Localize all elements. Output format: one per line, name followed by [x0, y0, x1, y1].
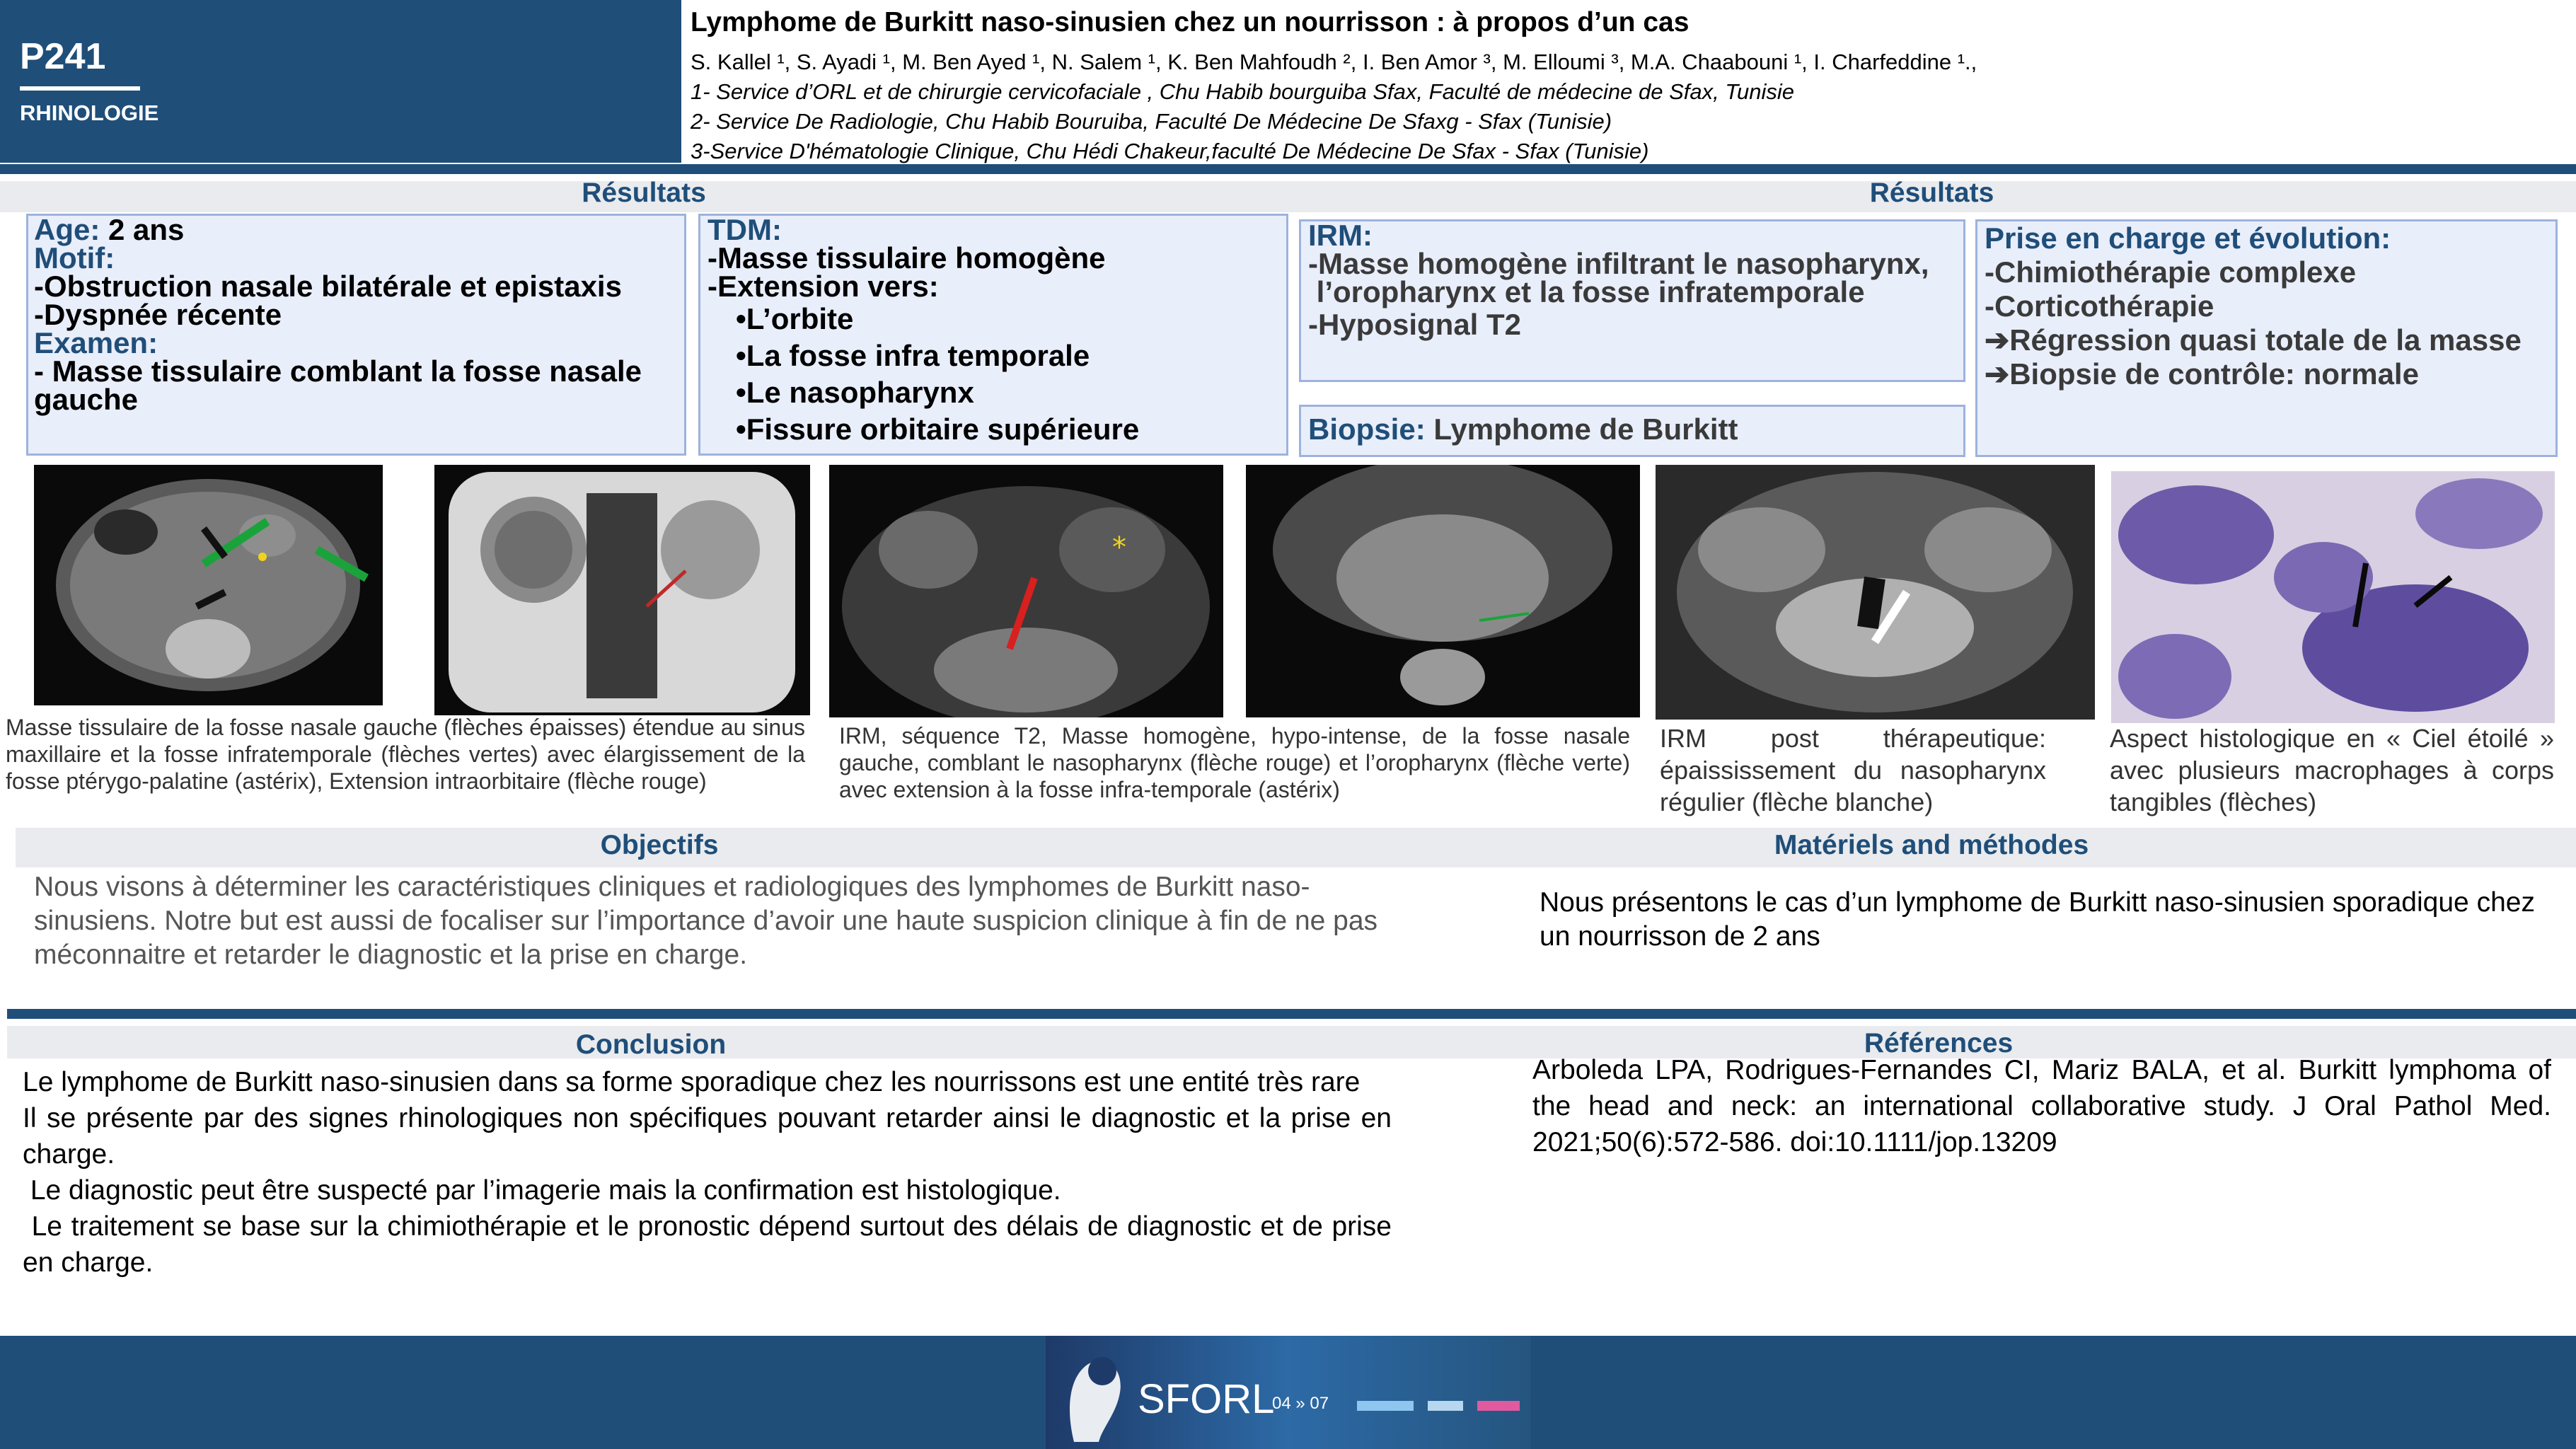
- age-label: Age:: [34, 213, 100, 246]
- histology-caption: Aspect histologique en « Ciel étoilé » avec plusieurs macrophages à corps tangibles (flèches): [2110, 724, 2554, 816]
- results-right-title: Résultats: [1869, 178, 1994, 208]
- sponsor-logo: [1357, 1401, 1414, 1411]
- biopsie-value: Lymphome de Burkitt: [1425, 412, 1738, 446]
- irm-line: -Masse homogène infiltrant le nasopharynx,: [1308, 247, 1929, 280]
- congress-banner: [1046, 1336, 1531, 1449]
- congress-logo-text: SFORL: [1138, 1376, 1275, 1422]
- conclusion-paragraph: Le traitement se base sur la chimiothérapie et le pronostic dépend surtout des délais de diagnostic et de prise en charge.: [23, 1211, 1399, 1278]
- reference-entry: Arboleda LPA, Rodrigues-Fernandes CI, Mariz BALA, et al. Burkitt lymphoma of the head and neck: an international collaborative study. J Oral Pathol Med. 2021;50(6):572-586. doi:10.1111/jop.13209: [1532, 1055, 2551, 1158]
- references-title: Références: [1864, 1028, 2014, 1058]
- congress-dates: 04 » 07: [1272, 1394, 1329, 1413]
- tdm-bullet: La fosse infra temporale: [746, 339, 1090, 372]
- sponsor-logo: [1428, 1401, 1463, 1411]
- code-underline: [20, 86, 140, 91]
- tdm-label: TDM:: [707, 213, 782, 246]
- ct-caption: Masse tissulaire de la fosse nasale gauche (flèches épaisses) étendue au sinus maxillaire et la fosse infratemporale (flèches vertes) avec élargissement de la fosse ptérygo-palatine (astérix), Extension intraorbitaire (flèche rouge): [6, 715, 805, 794]
- results-left-title: Résultats: [582, 178, 706, 208]
- motif-label: Motif:: [34, 241, 115, 275]
- mri-post-therapy-image: [1656, 465, 2095, 720]
- histology-image: [2111, 471, 2555, 723]
- affiliation-3: 3-Service D'hématologie Clinique, Chu Hédi Chakeur,faculté De Médecine De Sfax - Sfax (Tunisie): [691, 139, 1649, 163]
- irm-box: [1299, 219, 1965, 382]
- exam-label: Examen:: [34, 326, 158, 359]
- prise-line: -Corticothérapie: [1985, 289, 2214, 323]
- biopsie-box: [1299, 405, 1965, 457]
- mri-t2-image-2: [1246, 465, 1640, 717]
- ct-image-axial: [34, 465, 383, 705]
- author-list: S. Kallel ¹, S. Ayadi ¹, M. Ben Ayed ¹, N. Salem ¹, K. Ben Mahfoudh ², I. Ben Amor ³, M. Elloumi ³, M.A. Chaabouni ¹, I. Charfeddine ¹.,: [691, 50, 1977, 74]
- prise-en-charge-box: [1975, 219, 2558, 457]
- objectifs-text: Nous visons à déterminer les caractéristiques cliniques et radiologiques des lymphomes de Burkitt naso-sinusiens. Notre but est aussi de focaliser sur l’importance d’avoir une haute suspicion clinique à fin de ne pas méconnaitre et retarder le diagnostic et la prise en charge.: [34, 872, 1378, 970]
- motif-item: -Dyspnée récente: [34, 298, 282, 331]
- tdm-bullet: Fissure orbitaire supérieure: [746, 412, 1140, 446]
- conclusion-paragraph: Le diagnostic peut être suspecté par l’imagerie mais la confirmation est histologique.: [23, 1175, 1061, 1206]
- conclusion-text: [23, 1064, 1399, 1281]
- congress-logo-graphic: [1046, 1336, 1531, 1449]
- svg-text:*: *: [1112, 531, 1126, 564]
- objectifs-title: Objectifs: [600, 830, 719, 860]
- conclusion-title: Conclusion: [575, 1029, 727, 1060]
- irm-line: -Hyposignal T2: [1308, 308, 1522, 341]
- motif-item: -Obstruction nasale bilatérale et epistaxis: [34, 270, 622, 303]
- mri-caption: IRM, séquence T2, Masse homogène, hypo-intense, de la fosse nasale gauche, comblant le nasopharynx (flèche rouge) et l’oropharynx (flèche verte) avec extension à la fosse infra-temporale (astérix): [839, 723, 1630, 802]
- irm-label: IRM:: [1308, 219, 1373, 252]
- conclusion-top-rule: [7, 1009, 2576, 1019]
- prise-line: -Chimiothérapie complexe: [1985, 255, 2357, 289]
- prise-label: Prise en charge et évolution:: [1985, 221, 2391, 255]
- conclusion-paragraph: Le lymphome de Burkitt naso-sinusien dans sa forme sporadique chez les nourrissons est une entité très rare: [23, 1067, 1361, 1097]
- ct-image-coronal: [434, 465, 810, 715]
- methodes-title: Matériels and méthodes: [1774, 830, 2089, 860]
- irm-line: l’oropharynx et la fosse infratemporale: [1308, 275, 1865, 308]
- sponsor-logo: [1477, 1401, 1520, 1411]
- tdm-box: TDM: -Masse tissulaire homogène -Extension vers: •L’orbite •La fosse infra temporale •Le nasopharynx •Fissure orbitaire supérieure: [698, 214, 1288, 456]
- tdm-line: -Masse tissulaire homogène: [707, 241, 1106, 275]
- poster-title: Lymphome de Burkitt naso-sinusien chez un nourrisson : à propos d’un cas: [691, 7, 1690, 37]
- results-top-rule: [0, 164, 2576, 174]
- tdm-line: -Extension vers:: [707, 270, 939, 303]
- methodes-text: Nous présentons le cas d’un lymphome de Burkitt naso-sinusien sporadique chez un nourrisson de 2 ans: [1540, 887, 2535, 952]
- age-value: 2 ans: [100, 213, 185, 246]
- clinical-box: [26, 214, 686, 456]
- mri-t2-image-1: [829, 465, 1223, 717]
- post-therapy-caption: IRM post thérapeutique: épaississement du nasopharynx régulier (flèche blanche): [1660, 724, 2046, 816]
- conclusion-paragraph: Il se présente par des signes rhinologiques non spécifiques pouvant retarder ainsi le diagnostic et la prise en charge.: [23, 1103, 1392, 1170]
- tdm-bullet: Le nasopharynx: [746, 376, 974, 409]
- prise-line: ➔Régression quasi totale de la masse: [1985, 323, 2522, 357]
- poster-code-panel: [0, 0, 681, 163]
- biopsie-label: Biopsie:: [1308, 412, 1426, 446]
- tdm-bullet: L’orbite: [746, 302, 854, 335]
- affiliation-1: 1- Service d’ORL et de chirurgie cervicofaciale , Chu Habib bourguiba Sfax, Faculté de médecine de Sfax, Tunisie: [691, 79, 1795, 104]
- affiliation-2: 2- Service De Radiologie, Chu Habib Bouruiba, Faculté De Médecine De Sfaxg - Sfax (Tunisie): [691, 109, 1612, 134]
- poster-code: P241: [20, 36, 106, 77]
- specialty-label: RHINOLOGIE: [20, 100, 159, 125]
- prise-line: ➔Biopsie de contrôle: normale: [1985, 357, 2419, 391]
- exam-text: - Masse tissulaire comblant la fosse nasale gauche: [34, 354, 642, 416]
